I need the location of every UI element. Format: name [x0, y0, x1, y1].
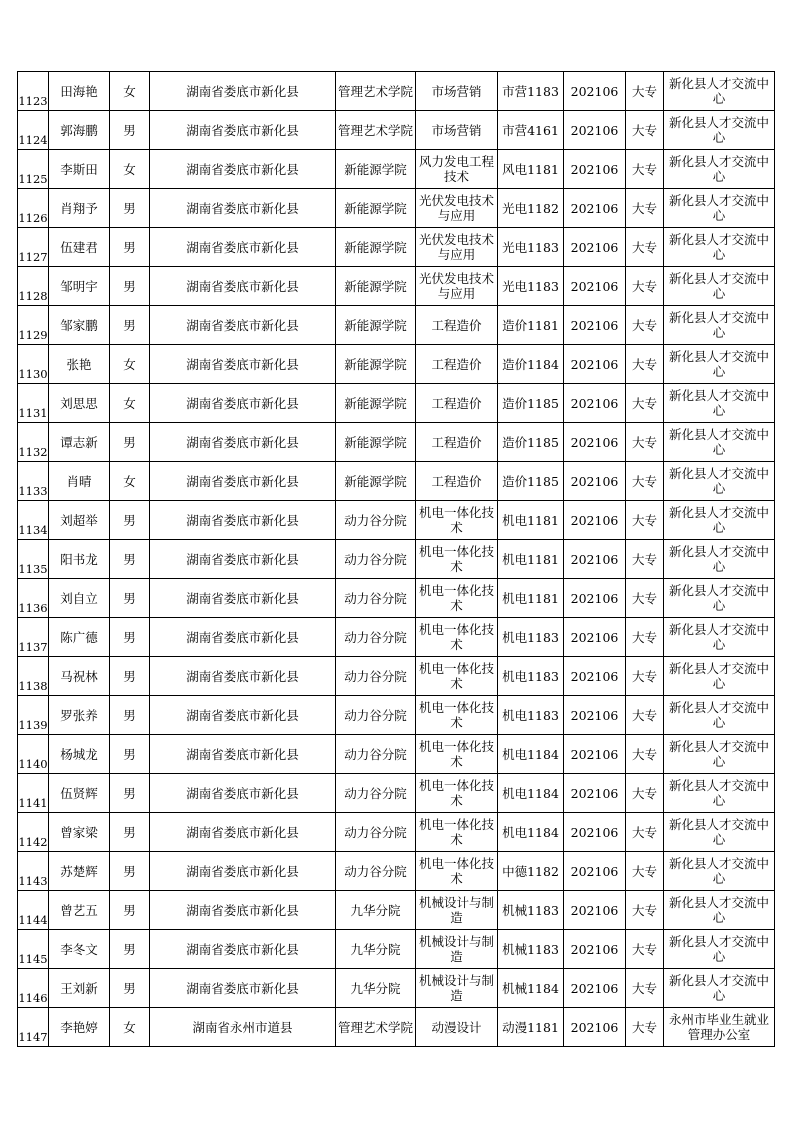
hometown: 湖南省娄底市新化县 [150, 267, 336, 306]
education-level: 大专 [626, 657, 664, 696]
hometown: 湖南省娄底市新化县 [150, 72, 336, 111]
table-row [18, 969, 775, 1008]
hometown: 湖南省娄底市新化县 [150, 306, 336, 345]
table-row [18, 72, 775, 111]
table-row [18, 423, 775, 462]
college: 九华分院 [336, 969, 416, 1008]
class-name: 机电1181 [498, 501, 564, 540]
gender: 男 [110, 501, 150, 540]
student-name: 李艳婷 [49, 1008, 110, 1047]
graduate-table [17, 71, 775, 1047]
gender: 女 [110, 462, 150, 501]
class-name: 造价1185 [498, 384, 564, 423]
table-row [18, 384, 775, 423]
student-name: 王刘新 [49, 969, 110, 1008]
graduation-date: 202106 [564, 462, 626, 501]
hometown: 湖南省娄底市新化县 [150, 423, 336, 462]
gender: 男 [110, 579, 150, 618]
row-number: 1134 [18, 501, 49, 540]
education-level: 大专 [626, 228, 664, 267]
graduation-date: 202106 [564, 969, 626, 1008]
college: 新能源学院 [336, 345, 416, 384]
major: 工程造价 [416, 462, 498, 501]
education-level: 大专 [626, 930, 664, 969]
student-name: 伍建君 [49, 228, 110, 267]
hometown: 湖南省娄底市新化县 [150, 657, 336, 696]
education-level: 大专 [626, 423, 664, 462]
class-name: 机电1183 [498, 657, 564, 696]
education-level: 大专 [626, 345, 664, 384]
table-row [18, 267, 775, 306]
gender: 男 [110, 735, 150, 774]
gender: 男 [110, 618, 150, 657]
hometown: 湖南省娄底市新化县 [150, 228, 336, 267]
class-name: 造价1185 [498, 423, 564, 462]
hometown: 湖南省娄底市新化县 [150, 696, 336, 735]
class-name: 光电1182 [498, 189, 564, 228]
row-number: 1144 [18, 891, 49, 930]
college: 动力谷分院 [336, 813, 416, 852]
gender: 女 [110, 1008, 150, 1047]
hometown: 湖南省娄底市新化县 [150, 345, 336, 384]
college: 动力谷分院 [336, 735, 416, 774]
graduation-date: 202106 [564, 111, 626, 150]
graduation-date: 202106 [564, 891, 626, 930]
gender: 男 [110, 813, 150, 852]
graduation-date: 202106 [564, 423, 626, 462]
education-level: 大专 [626, 267, 664, 306]
college: 管理艺术学院 [336, 1008, 416, 1047]
row-number: 1143 [18, 852, 49, 891]
major: 市场营销 [416, 72, 498, 111]
row-number: 1137 [18, 618, 49, 657]
graduation-date: 202106 [564, 306, 626, 345]
college: 新能源学院 [336, 462, 416, 501]
hometown: 湖南省娄底市新化县 [150, 969, 336, 1008]
row-number: 1141 [18, 774, 49, 813]
graduation-date: 202106 [564, 852, 626, 891]
major: 工程造价 [416, 345, 498, 384]
student-name: 肖晴 [49, 462, 110, 501]
gender: 男 [110, 891, 150, 930]
archive-destination: 新化县人才交流中心 [664, 189, 775, 228]
college: 动力谷分院 [336, 657, 416, 696]
class-name: 风电1181 [498, 150, 564, 189]
major: 机电一体化技术 [416, 813, 498, 852]
gender: 男 [110, 189, 150, 228]
graduation-date: 202106 [564, 618, 626, 657]
row-number: 1127 [18, 228, 49, 267]
major: 机械设计与制造 [416, 969, 498, 1008]
education-level: 大专 [626, 306, 664, 345]
major: 机电一体化技术 [416, 735, 498, 774]
major: 工程造价 [416, 306, 498, 345]
hometown: 湖南省娄底市新化县 [150, 384, 336, 423]
gender: 男 [110, 228, 150, 267]
gender: 男 [110, 696, 150, 735]
gender: 女 [110, 384, 150, 423]
class-name: 机电1181 [498, 579, 564, 618]
college: 动力谷分院 [336, 852, 416, 891]
gender: 男 [110, 774, 150, 813]
student-name: 曾家梁 [49, 813, 110, 852]
college: 新能源学院 [336, 228, 416, 267]
class-name: 市营4161 [498, 111, 564, 150]
gender: 男 [110, 540, 150, 579]
gender: 女 [110, 72, 150, 111]
college: 动力谷分院 [336, 618, 416, 657]
table-row [18, 501, 775, 540]
student-name: 马祝林 [49, 657, 110, 696]
hometown: 湖南省娄底市新化县 [150, 774, 336, 813]
hometown: 湖南省娄底市新化县 [150, 852, 336, 891]
college: 动力谷分院 [336, 696, 416, 735]
table-row [18, 189, 775, 228]
gender: 男 [110, 657, 150, 696]
archive-destination: 新化县人才交流中心 [664, 540, 775, 579]
row-number: 1125 [18, 150, 49, 189]
class-name: 机械1183 [498, 891, 564, 930]
hometown: 湖南省娄底市新化县 [150, 579, 336, 618]
class-name: 市营1183 [498, 72, 564, 111]
college: 动力谷分院 [336, 501, 416, 540]
student-name: 田海艳 [49, 72, 110, 111]
class-name: 光电1183 [498, 228, 564, 267]
college: 动力谷分院 [336, 540, 416, 579]
major: 机电一体化技术 [416, 540, 498, 579]
college: 新能源学院 [336, 267, 416, 306]
table-row [18, 852, 775, 891]
hometown: 湖南省娄底市新化县 [150, 891, 336, 930]
student-name: 邹明宇 [49, 267, 110, 306]
row-number: 1145 [18, 930, 49, 969]
row-number: 1128 [18, 267, 49, 306]
college: 动力谷分院 [336, 774, 416, 813]
education-level: 大专 [626, 696, 664, 735]
archive-destination: 新化县人才交流中心 [664, 423, 775, 462]
row-number: 1126 [18, 189, 49, 228]
education-level: 大专 [626, 774, 664, 813]
education-level: 大专 [626, 813, 664, 852]
archive-destination: 永州市毕业生就业管理办公室 [664, 1008, 775, 1047]
class-name: 机电1184 [498, 774, 564, 813]
class-name: 机电1183 [498, 696, 564, 735]
class-name: 动漫1181 [498, 1008, 564, 1047]
table-row [18, 345, 775, 384]
major: 动漫设计 [416, 1008, 498, 1047]
student-name: 李冬文 [49, 930, 110, 969]
hometown: 湖南省娄底市新化县 [150, 813, 336, 852]
education-level: 大专 [626, 852, 664, 891]
archive-destination: 新化县人才交流中心 [664, 345, 775, 384]
hometown: 湖南省娄底市新化县 [150, 540, 336, 579]
row-number: 1130 [18, 345, 49, 384]
major: 机电一体化技术 [416, 852, 498, 891]
class-name: 机械1184 [498, 969, 564, 1008]
college: 新能源学院 [336, 384, 416, 423]
archive-destination: 新化县人才交流中心 [664, 267, 775, 306]
archive-destination: 新化县人才交流中心 [664, 852, 775, 891]
class-name: 机械1183 [498, 930, 564, 969]
education-level: 大专 [626, 579, 664, 618]
college: 新能源学院 [336, 150, 416, 189]
table-row [18, 813, 775, 852]
student-name: 阳书龙 [49, 540, 110, 579]
row-number: 1131 [18, 384, 49, 423]
student-name: 肖翔予 [49, 189, 110, 228]
education-level: 大专 [626, 189, 664, 228]
graduation-date: 202106 [564, 1008, 626, 1047]
hometown: 湖南省娄底市新化县 [150, 930, 336, 969]
student-name: 刘自立 [49, 579, 110, 618]
student-name: 曾艺五 [49, 891, 110, 930]
archive-destination: 新化县人才交流中心 [664, 384, 775, 423]
graduation-date: 202106 [564, 579, 626, 618]
education-level: 大专 [626, 150, 664, 189]
gender: 男 [110, 423, 150, 462]
gender: 女 [110, 150, 150, 189]
major: 光伏发电技术与应用 [416, 189, 498, 228]
education-level: 大专 [626, 969, 664, 1008]
major: 机电一体化技术 [416, 579, 498, 618]
education-level: 大专 [626, 618, 664, 657]
table-row [18, 696, 775, 735]
graduation-date: 202106 [564, 150, 626, 189]
row-number: 1139 [18, 696, 49, 735]
education-level: 大专 [626, 384, 664, 423]
education-level: 大专 [626, 111, 664, 150]
gender: 男 [110, 267, 150, 306]
row-number: 1123 [18, 72, 49, 111]
student-name: 伍贤辉 [49, 774, 110, 813]
graduation-date: 202106 [564, 384, 626, 423]
major: 机电一体化技术 [416, 501, 498, 540]
gender: 男 [110, 111, 150, 150]
graduation-date: 202106 [564, 345, 626, 384]
archive-destination: 新化县人才交流中心 [664, 579, 775, 618]
class-name: 机电1183 [498, 618, 564, 657]
hometown: 湖南省娄底市新化县 [150, 462, 336, 501]
student-name: 罗张养 [49, 696, 110, 735]
archive-destination: 新化县人才交流中心 [664, 813, 775, 852]
student-name: 刘超举 [49, 501, 110, 540]
archive-destination: 新化县人才交流中心 [664, 462, 775, 501]
archive-destination: 新化县人才交流中心 [664, 111, 775, 150]
table-row [18, 735, 775, 774]
student-name: 陈广德 [49, 618, 110, 657]
college: 管理艺术学院 [336, 72, 416, 111]
table-row [18, 891, 775, 930]
table-row [18, 540, 775, 579]
table-row [18, 111, 775, 150]
class-name: 机电1184 [498, 735, 564, 774]
student-name: 苏楚辉 [49, 852, 110, 891]
major: 工程造价 [416, 384, 498, 423]
hometown: 湖南省娄底市新化县 [150, 618, 336, 657]
row-number: 1124 [18, 111, 49, 150]
table-row [18, 306, 775, 345]
class-name: 造价1184 [498, 345, 564, 384]
graduation-date: 202106 [564, 657, 626, 696]
archive-destination: 新化县人才交流中心 [664, 969, 775, 1008]
table-body [18, 72, 775, 1047]
table-row [18, 930, 775, 969]
class-name: 机电1181 [498, 540, 564, 579]
row-number: 1138 [18, 657, 49, 696]
archive-destination: 新化县人才交流中心 [664, 228, 775, 267]
row-number: 1140 [18, 735, 49, 774]
archive-destination: 新化县人才交流中心 [664, 657, 775, 696]
class-name: 造价1181 [498, 306, 564, 345]
table-row [18, 462, 775, 501]
major: 工程造价 [416, 423, 498, 462]
student-name: 杨城龙 [49, 735, 110, 774]
class-name: 中德1182 [498, 852, 564, 891]
education-level: 大专 [626, 735, 664, 774]
archive-destination: 新化县人才交流中心 [664, 735, 775, 774]
major: 光伏发电技术与应用 [416, 228, 498, 267]
graduation-date: 202106 [564, 501, 626, 540]
row-number: 1135 [18, 540, 49, 579]
hometown: 湖南省娄底市新化县 [150, 150, 336, 189]
table-row [18, 618, 775, 657]
archive-destination: 新化县人才交流中心 [664, 72, 775, 111]
table-row [18, 228, 775, 267]
education-level: 大专 [626, 891, 664, 930]
gender: 女 [110, 345, 150, 384]
row-number: 1142 [18, 813, 49, 852]
major: 市场营销 [416, 111, 498, 150]
graduation-date: 202106 [564, 813, 626, 852]
gender: 男 [110, 306, 150, 345]
graduation-date: 202106 [564, 267, 626, 306]
graduation-date: 202106 [564, 696, 626, 735]
archive-destination: 新化县人才交流中心 [664, 696, 775, 735]
hometown: 湖南省娄底市新化县 [150, 189, 336, 228]
college: 新能源学院 [336, 423, 416, 462]
archive-destination: 新化县人才交流中心 [664, 891, 775, 930]
college: 新能源学院 [336, 189, 416, 228]
college: 新能源学院 [336, 306, 416, 345]
major: 风力发电工程技术 [416, 150, 498, 189]
row-number: 1133 [18, 462, 49, 501]
student-name: 邹家鹏 [49, 306, 110, 345]
college: 动力谷分院 [336, 579, 416, 618]
major: 机电一体化技术 [416, 618, 498, 657]
gender: 男 [110, 930, 150, 969]
table-row [18, 657, 775, 696]
education-level: 大专 [626, 501, 664, 540]
archive-destination: 新化县人才交流中心 [664, 618, 775, 657]
class-name: 光电1183 [498, 267, 564, 306]
student-name: 李斯田 [49, 150, 110, 189]
archive-destination: 新化县人才交流中心 [664, 306, 775, 345]
archive-destination: 新化县人才交流中心 [664, 501, 775, 540]
graduation-date: 202106 [564, 228, 626, 267]
archive-destination: 新化县人才交流中心 [664, 774, 775, 813]
student-name: 郭海鹏 [49, 111, 110, 150]
graduation-date: 202106 [564, 930, 626, 969]
gender: 男 [110, 852, 150, 891]
major: 机电一体化技术 [416, 657, 498, 696]
row-number: 1146 [18, 969, 49, 1008]
hometown: 湖南省娄底市新化县 [150, 501, 336, 540]
graduation-date: 202106 [564, 72, 626, 111]
table-row [18, 1008, 775, 1047]
row-number: 1136 [18, 579, 49, 618]
college: 九华分院 [336, 891, 416, 930]
hometown: 湖南省娄底市新化县 [150, 735, 336, 774]
graduation-date: 202106 [564, 189, 626, 228]
table-row [18, 579, 775, 618]
major: 光伏发电技术与应用 [416, 267, 498, 306]
table-row [18, 774, 775, 813]
education-level: 大专 [626, 540, 664, 579]
major: 机械设计与制造 [416, 891, 498, 930]
row-number: 1147 [18, 1008, 49, 1047]
college: 管理艺术学院 [336, 111, 416, 150]
graduation-date: 202106 [564, 774, 626, 813]
gender: 男 [110, 969, 150, 1008]
row-number: 1132 [18, 423, 49, 462]
hometown: 湖南省娄底市新化县 [150, 111, 336, 150]
archive-destination: 新化县人才交流中心 [664, 930, 775, 969]
education-level: 大专 [626, 1008, 664, 1047]
major: 机电一体化技术 [416, 696, 498, 735]
class-name: 机电1184 [498, 813, 564, 852]
row-number: 1129 [18, 306, 49, 345]
major: 机电一体化技术 [416, 774, 498, 813]
archive-destination: 新化县人才交流中心 [664, 150, 775, 189]
class-name: 造价1185 [498, 462, 564, 501]
hometown: 湖南省永州市道县 [150, 1008, 336, 1047]
graduation-date: 202106 [564, 735, 626, 774]
education-level: 大专 [626, 72, 664, 111]
college: 九华分院 [336, 930, 416, 969]
student-name: 谭志新 [49, 423, 110, 462]
education-level: 大专 [626, 462, 664, 501]
student-name: 张艳 [49, 345, 110, 384]
table-row [18, 150, 775, 189]
major: 机械设计与制造 [416, 930, 498, 969]
student-name: 刘思思 [49, 384, 110, 423]
graduation-date: 202106 [564, 540, 626, 579]
